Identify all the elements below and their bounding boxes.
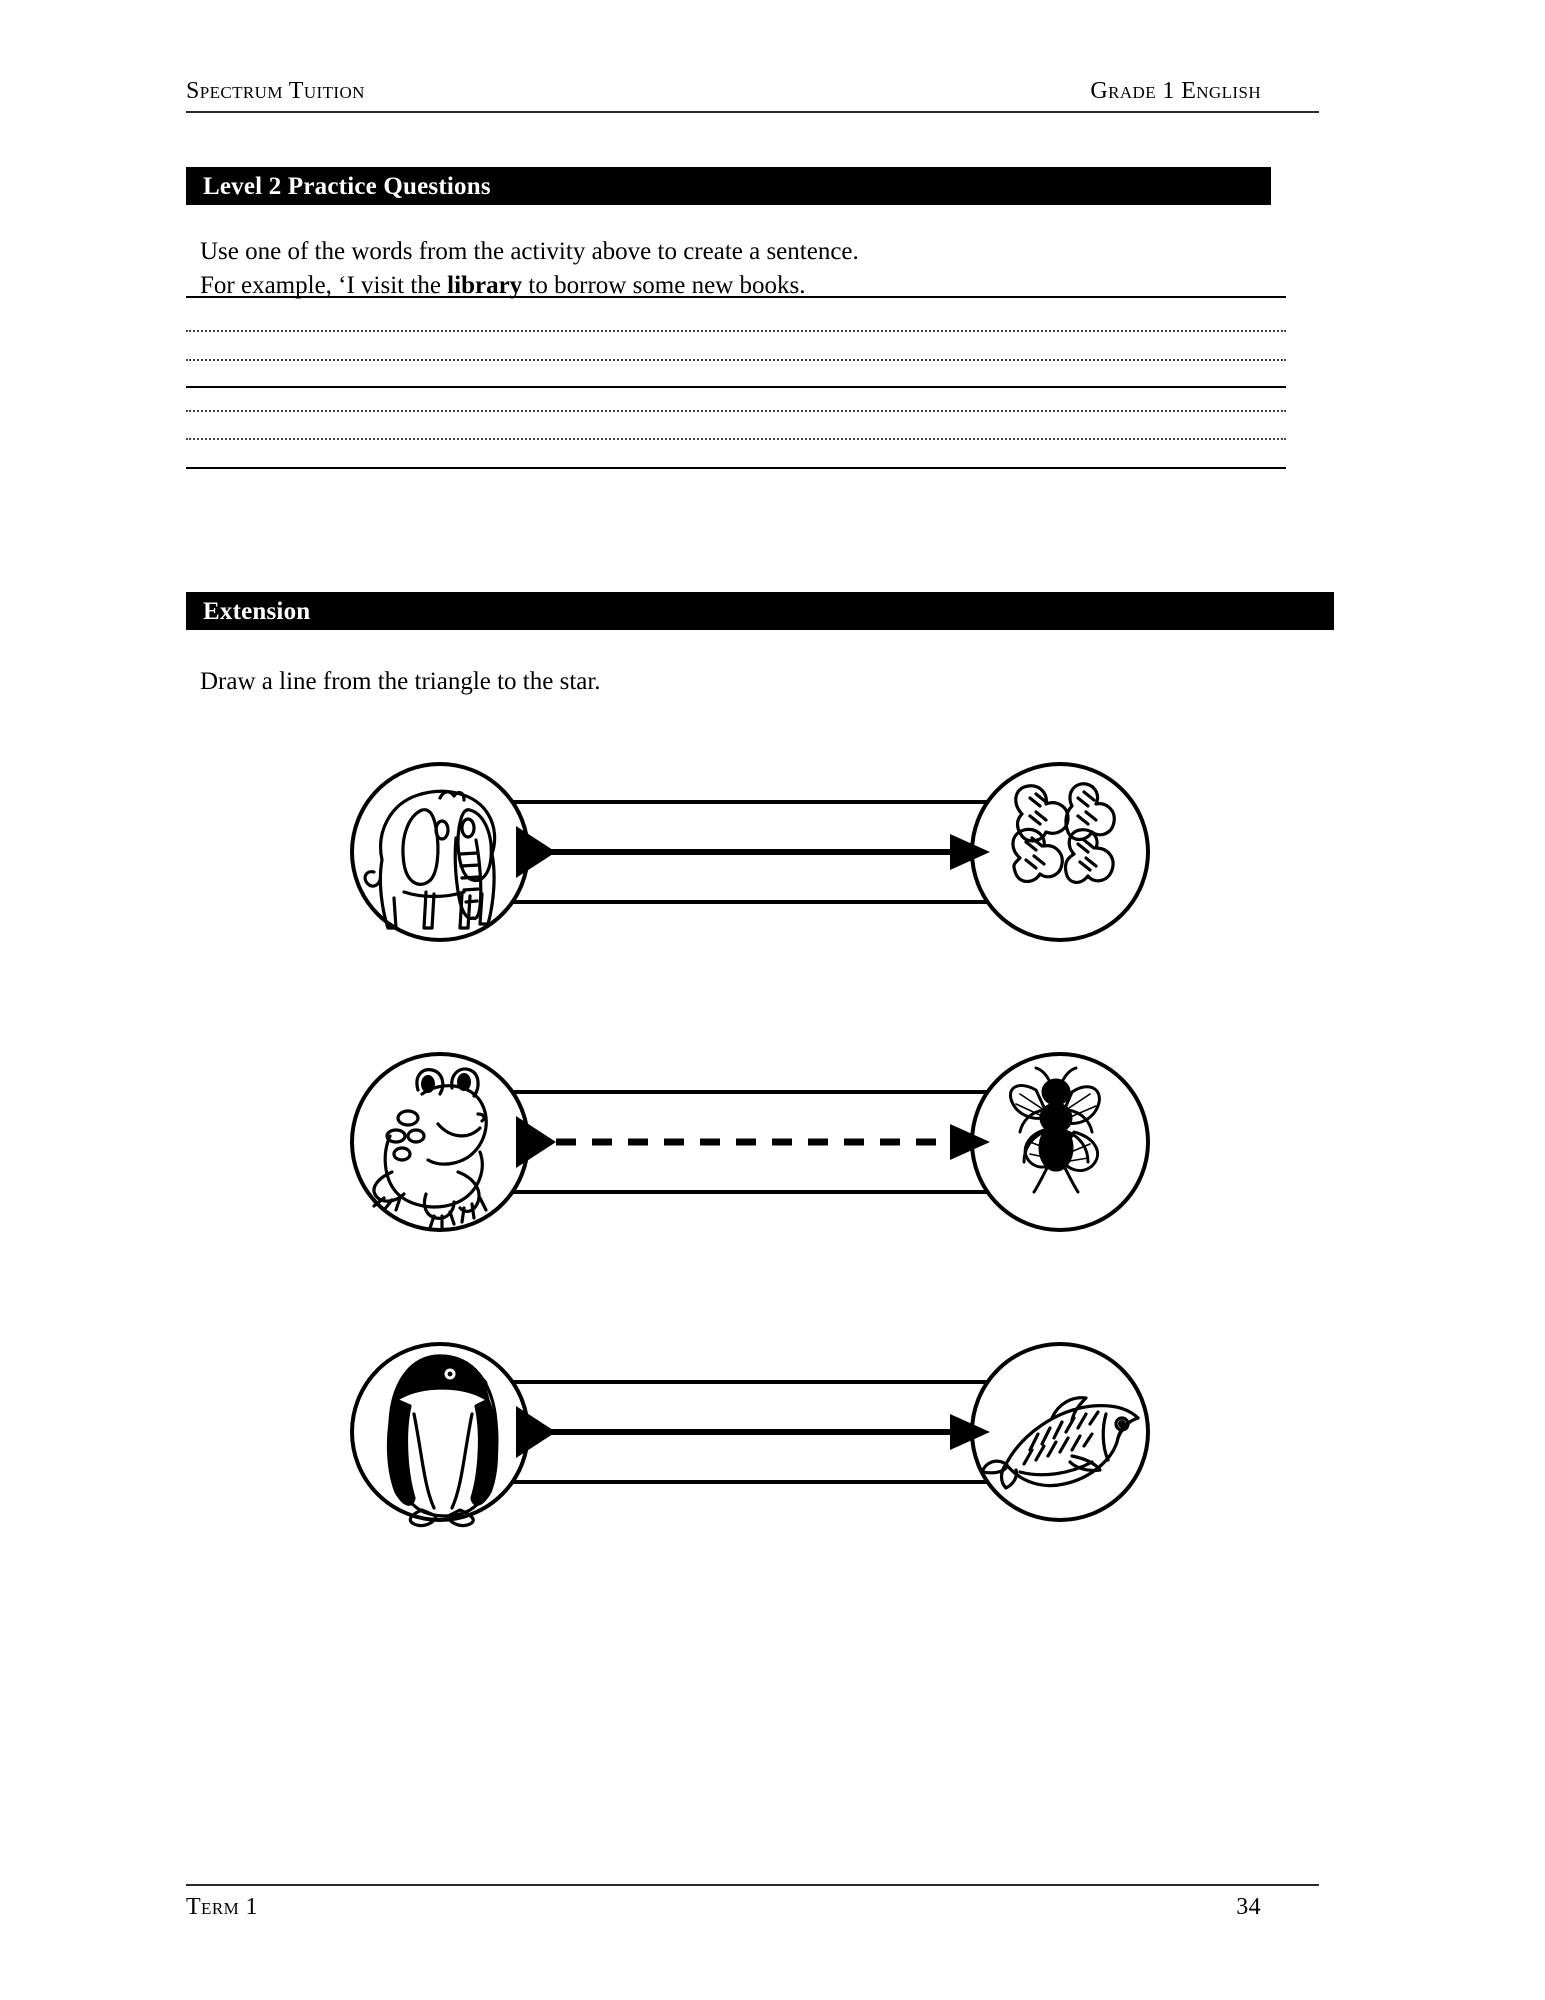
- fish-icon: [982, 1398, 1138, 1488]
- instruction-line-1: Use one of the words from the activity above to create a sentence.: [200, 238, 859, 265]
- arrow-head-icon: [950, 1414, 990, 1450]
- answer-line-solid[interactable]: [186, 386, 1286, 388]
- peanuts-icon: [1013, 784, 1114, 883]
- fly-icon: [1010, 1068, 1099, 1192]
- header-subject: Grade 1 English: [1090, 78, 1261, 104]
- level2-instructions: [200, 235, 859, 303]
- arrow-head-icon: [950, 834, 990, 870]
- page-footer: [186, 1884, 1319, 1921]
- elephant-icon: [365, 791, 495, 928]
- section-bar-extension: [186, 592, 1334, 630]
- answer-line-solid[interactable]: [186, 467, 1286, 469]
- answer-line-dotted[interactable]: [186, 330, 1286, 332]
- header-brand: Spectrum Tuition: [186, 78, 365, 104]
- page-header: [186, 78, 1319, 113]
- section-bar-level2: [186, 167, 1271, 205]
- footer-term: Term 1: [186, 1894, 258, 1920]
- diagram-elephant-peanuts[interactable]: [330, 742, 1170, 962]
- answer-line-dotted[interactable]: [186, 359, 1286, 361]
- section-bar-level2-label: Level 2 Practice Questions: [203, 172, 491, 200]
- diagram-frog-fly[interactable]: [330, 1032, 1170, 1252]
- answer-line-solid[interactable]: [186, 296, 1286, 298]
- instruction-line-2-post: to borrow some new books.: [522, 272, 806, 299]
- footer-page-number: 34: [1236, 1894, 1261, 1920]
- extension-instruction: Draw a line from the triangle to the star.: [200, 668, 601, 695]
- instruction-line-2-pre: For example, ‘I visit the: [200, 272, 448, 299]
- triangle-icon: [516, 1406, 556, 1458]
- arrow-head-icon: [950, 1124, 990, 1160]
- triangle-icon: [516, 826, 556, 878]
- answer-line-dotted[interactable]: [186, 438, 1286, 440]
- answer-line-dotted[interactable]: [186, 410, 1286, 412]
- frog-icon: [374, 1069, 486, 1228]
- diagram-penguin-fish[interactable]: [330, 1322, 1170, 1542]
- instruction-keyword-library: library: [447, 272, 523, 299]
- section-bar-extension-label: Extension: [203, 597, 311, 625]
- triangle-icon: [516, 1116, 556, 1168]
- penguin-icon: [389, 1356, 497, 1526]
